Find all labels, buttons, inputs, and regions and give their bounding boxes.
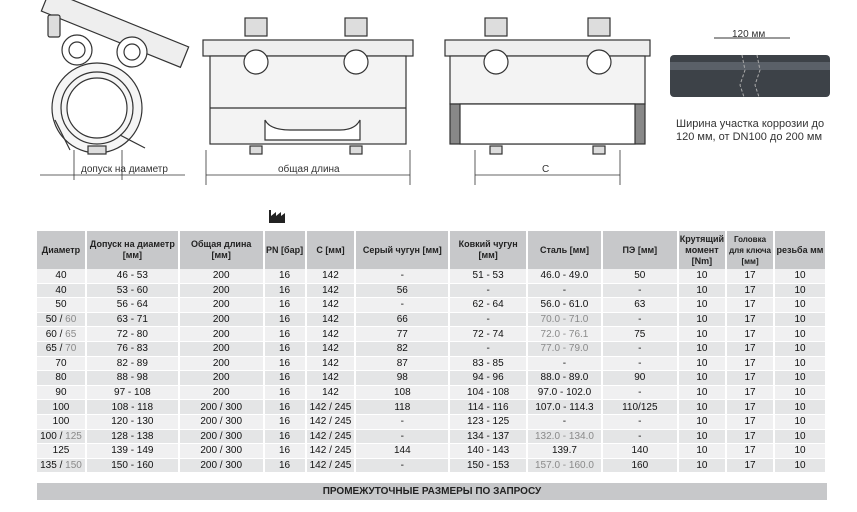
- table-cell: 17: [726, 269, 774, 283]
- table-cell: -: [602, 341, 678, 356]
- table-cell: -: [602, 429, 678, 444]
- table-cell: 87: [355, 356, 449, 371]
- table-cell: 10: [774, 385, 826, 400]
- table-cell: 10: [678, 312, 726, 327]
- table-cell: 150 - 153: [449, 458, 527, 473]
- table-cell: -: [527, 356, 602, 371]
- table-cell: 83 - 85: [449, 356, 527, 371]
- diameter-cell: 90: [37, 385, 86, 400]
- diameter-cell: 100: [37, 414, 86, 429]
- table-cell: 140 - 143: [449, 444, 527, 459]
- table-cell: 200: [179, 283, 264, 298]
- table-cell: 97 - 108: [86, 385, 179, 400]
- table-cell: 17: [726, 429, 774, 444]
- c-dimension-label: C: [542, 164, 550, 175]
- table-cell: 16: [264, 283, 306, 298]
- table-cell: -: [355, 458, 449, 473]
- table-cell: -: [355, 429, 449, 444]
- diameter-cell: 70: [37, 356, 86, 371]
- table-cell: 142 / 245: [306, 458, 356, 473]
- table-cell: 142: [306, 312, 356, 327]
- table-cell: -: [602, 283, 678, 298]
- table-cell: 200 / 300: [179, 444, 264, 459]
- table-row: [37, 298, 826, 313]
- table-cell: 76 - 83: [86, 341, 179, 356]
- column-header: C [мм]: [306, 231, 356, 269]
- table-cell: 10: [678, 400, 726, 415]
- table-cell: 10: [774, 356, 826, 371]
- table-cell: 10: [678, 414, 726, 429]
- table-cell: 16: [264, 458, 306, 473]
- table-cell: 144: [355, 444, 449, 459]
- diameter-cell: 40: [37, 283, 86, 298]
- table-cell: 108 - 118: [86, 400, 179, 415]
- table-cell: 10: [678, 283, 726, 298]
- tolerance-label: допуск на диаметр: [81, 164, 168, 175]
- table-cell: 142: [306, 385, 356, 400]
- table-cell: 134 - 137: [449, 429, 527, 444]
- column-header: ПЭ [мм]: [602, 231, 678, 269]
- table-cell: -: [449, 341, 527, 356]
- table-cell: 10: [678, 429, 726, 444]
- table-cell: -: [602, 414, 678, 429]
- table-cell: 17: [726, 327, 774, 342]
- table-cell: 70.0 - 71.0: [527, 312, 602, 327]
- table-cell: 90: [602, 371, 678, 386]
- table-cell: 16: [264, 400, 306, 415]
- table-cell: 72.0 - 76.1: [527, 327, 602, 342]
- width-120-label: 120 мм: [732, 29, 766, 40]
- table-cell: 157.0 - 160.0: [527, 458, 602, 473]
- table-cell: 94 - 96: [449, 371, 527, 386]
- table-cell: 10: [774, 458, 826, 473]
- table-cell: -: [449, 283, 527, 298]
- diameter-cell: 135 / 150: [37, 458, 86, 473]
- diameter-cell: 40: [37, 269, 86, 283]
- table-cell: 72 - 74: [449, 327, 527, 342]
- table-cell: 10: [678, 371, 726, 386]
- table-cell: 56 - 64: [86, 298, 179, 313]
- table-row: [37, 312, 826, 327]
- table-row: [37, 444, 826, 459]
- table-cell: 142 / 245: [306, 414, 356, 429]
- column-header: Сталь [мм]: [527, 231, 602, 269]
- column-header: Общая длина [мм]: [179, 231, 264, 269]
- table-cell: 10: [678, 385, 726, 400]
- table-cell: 17: [726, 283, 774, 298]
- table-cell: -: [449, 312, 527, 327]
- table-cell: 16: [264, 371, 306, 386]
- diameter-cell: 60 / 65: [37, 327, 86, 342]
- table-cell: 120 - 130: [86, 414, 179, 429]
- table-cell: 200 / 300: [179, 400, 264, 415]
- table-cell: 46.0 - 49.0: [527, 269, 602, 283]
- table-row: [37, 400, 826, 415]
- table-cell: 200: [179, 371, 264, 386]
- column-header: Ковкий чугун [мм]: [449, 231, 527, 269]
- table-cell: 142 / 245: [306, 429, 356, 444]
- table-cell: -: [602, 312, 678, 327]
- table-cell: 200 / 300: [179, 458, 264, 473]
- specifications-table: [37, 231, 827, 473]
- table-cell: 10: [774, 400, 826, 415]
- table-cell: 132.0 - 134.0: [527, 429, 602, 444]
- table-cell: 82 - 89: [86, 356, 179, 371]
- clamp-side-view: [40, 0, 189, 180]
- table-cell: 46 - 53: [86, 269, 179, 283]
- table-cell: 118: [355, 400, 449, 415]
- table-cell: 200: [179, 269, 264, 283]
- column-header: PN [бар]: [264, 231, 306, 269]
- table-cell: 16: [264, 341, 306, 356]
- diameter-cell: 100 / 125: [37, 429, 86, 444]
- table-cell: 123 - 125: [449, 414, 527, 429]
- table-cell: 62 - 64: [449, 298, 527, 313]
- table-cell: 10: [678, 458, 726, 473]
- table-cell: 72 - 80: [86, 327, 179, 342]
- table-cell: 16: [264, 414, 306, 429]
- table-cell: 140: [602, 444, 678, 459]
- table-cell: -: [602, 356, 678, 371]
- table-cell: 10: [774, 429, 826, 444]
- table-cell: 56: [355, 283, 449, 298]
- table-cell: 16: [264, 269, 306, 283]
- diameter-cell: 80: [37, 371, 86, 386]
- diameter-cell: 50: [37, 298, 86, 313]
- table-cell: 17: [726, 312, 774, 327]
- table-cell: -: [602, 385, 678, 400]
- table-cell: 17: [726, 458, 774, 473]
- table-cell: 200: [179, 298, 264, 313]
- table-cell: 142 / 245: [306, 400, 356, 415]
- table-cell: 10: [774, 327, 826, 342]
- column-header: Диаметр: [37, 231, 86, 269]
- table-cell: 128 - 138: [86, 429, 179, 444]
- table-cell: 10: [678, 444, 726, 459]
- technical-drawings: [0, 0, 857, 225]
- table-cell: 16: [264, 327, 306, 342]
- table-cell: 142: [306, 298, 356, 313]
- table-cell: 63: [602, 298, 678, 313]
- table-row: [37, 385, 826, 400]
- table-row: [37, 371, 826, 386]
- column-header: Допуск на диаметр [мм]: [86, 231, 179, 269]
- table-cell: 88.0 - 89.0: [527, 371, 602, 386]
- table-cell: 200: [179, 327, 264, 342]
- table-cell: 200: [179, 356, 264, 371]
- table-cell: 200: [179, 312, 264, 327]
- table-cell: 142: [306, 356, 356, 371]
- diameter-cell: 65 / 70: [37, 341, 86, 356]
- diameter-cell: 100: [37, 400, 86, 415]
- table-cell: 10: [774, 312, 826, 327]
- table-cell: 110/125: [602, 400, 678, 415]
- table-cell: 16: [264, 429, 306, 444]
- table-cell: 200 / 300: [179, 414, 264, 429]
- factory-icon: [268, 206, 286, 224]
- table-cell: 10: [678, 341, 726, 356]
- table-cell: 200: [179, 385, 264, 400]
- table-cell: -: [355, 269, 449, 283]
- column-header: Головка для ключа [мм]: [726, 231, 774, 269]
- table-row: [37, 429, 826, 444]
- table-row: [37, 269, 826, 283]
- table-cell: 142: [306, 327, 356, 342]
- table-cell: 56.0 - 61.0: [527, 298, 602, 313]
- table-cell: 63 - 71: [86, 312, 179, 327]
- table-cell: 142 / 245: [306, 444, 356, 459]
- table-row: [37, 283, 826, 298]
- table-cell: 98: [355, 371, 449, 386]
- table-cell: 16: [264, 298, 306, 313]
- total-length-label: общая длина: [278, 164, 340, 175]
- table-cell: 114 - 116: [449, 400, 527, 415]
- table-cell: 17: [726, 371, 774, 386]
- column-header: Серый чугун [мм]: [355, 231, 449, 269]
- table-cell: 17: [726, 444, 774, 459]
- table-cell: 142: [306, 269, 356, 283]
- table-cell: 10: [774, 444, 826, 459]
- table-cell: 139 - 149: [86, 444, 179, 459]
- table-cell: 50: [602, 269, 678, 283]
- table-cell: 77: [355, 327, 449, 342]
- table-cell: 66: [355, 312, 449, 327]
- table-cell: 160: [602, 458, 678, 473]
- table-cell: 10: [678, 356, 726, 371]
- table-cell: 51 - 53: [449, 269, 527, 283]
- table-row: [37, 341, 826, 356]
- table-body: [37, 269, 826, 473]
- table-cell: 77.0 - 79.0: [527, 341, 602, 356]
- table-cell: 17: [726, 341, 774, 356]
- table-cell: 10: [774, 298, 826, 313]
- table-cell: 104 - 108: [449, 385, 527, 400]
- pipe-corrosion-illustration: [670, 38, 830, 97]
- table-cell: 10: [678, 298, 726, 313]
- table-row: [37, 414, 826, 429]
- table-footer: ПРОМЕЖУТОЧНЫЕ РАЗМЕРЫ ПО ЗАПРОСУ: [37, 483, 827, 500]
- table-cell: 10: [678, 327, 726, 342]
- table-cell: 75: [602, 327, 678, 342]
- table-cell: 17: [726, 414, 774, 429]
- table-cell: 150 - 160: [86, 458, 179, 473]
- table-cell: 17: [726, 298, 774, 313]
- table-cell: 142: [306, 283, 356, 298]
- table-cell: 16: [264, 356, 306, 371]
- table-cell: -: [355, 414, 449, 429]
- diameter-cell: 50 / 60: [37, 312, 86, 327]
- table-cell: -: [527, 283, 602, 298]
- table-cell: 10: [774, 414, 826, 429]
- table-cell: 16: [264, 312, 306, 327]
- table-cell: 17: [726, 400, 774, 415]
- table-cell: 17: [726, 356, 774, 371]
- table-header-row: [37, 231, 826, 269]
- table-cell: 107.0 - 114.3: [527, 400, 602, 415]
- table-cell: 88 - 98: [86, 371, 179, 386]
- column-header: Крутящий момент [Nm]: [678, 231, 726, 269]
- table-cell: 142: [306, 341, 356, 356]
- table-cell: 142: [306, 371, 356, 386]
- table-row: [37, 458, 826, 473]
- table-cell: -: [355, 298, 449, 313]
- table-cell: 17: [726, 385, 774, 400]
- table-cell: 82: [355, 341, 449, 356]
- table-row: [37, 327, 826, 342]
- table-cell: 139.7: [527, 444, 602, 459]
- table-cell: 16: [264, 385, 306, 400]
- column-header: резьба мм: [774, 231, 826, 269]
- clamp-section-view: [445, 18, 650, 185]
- table-cell: 97.0 - 102.0: [527, 385, 602, 400]
- table-cell: 200: [179, 341, 264, 356]
- table-cell: 10: [774, 341, 826, 356]
- table-cell: 10: [774, 371, 826, 386]
- clamp-front-view: [203, 18, 413, 185]
- table-cell: -: [527, 414, 602, 429]
- table-row: [37, 356, 826, 371]
- table-cell: 200 / 300: [179, 429, 264, 444]
- table-cell: 53 - 60: [86, 283, 179, 298]
- table-cell: 16: [264, 444, 306, 459]
- corrosion-note: Ширина участка коррозии до 120 мм, от DN100 до 200 мм: [676, 118, 825, 143]
- diameter-cell: 125: [37, 444, 86, 459]
- table-cell: 10: [774, 269, 826, 283]
- table-cell: 10: [774, 283, 826, 298]
- table-cell: 108: [355, 385, 449, 400]
- table-cell: 10: [678, 269, 726, 283]
